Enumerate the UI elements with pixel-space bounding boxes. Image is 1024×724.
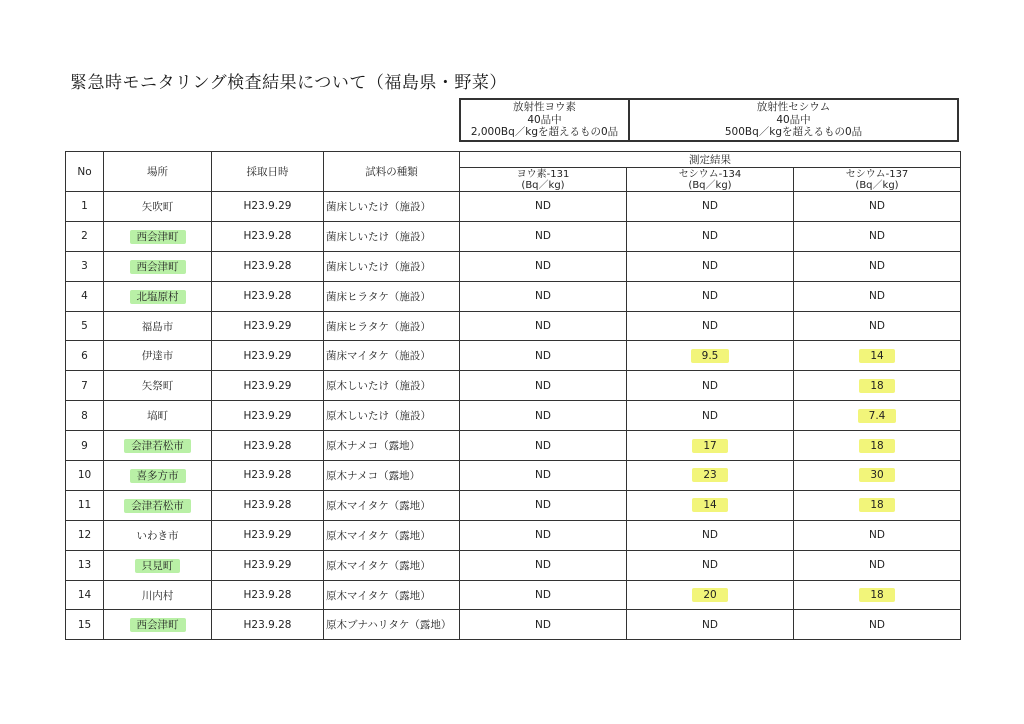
cell-cs134: [627, 281, 794, 311]
cell-item: [324, 281, 460, 311]
cell-item: [324, 251, 460, 281]
cell-item: [324, 431, 460, 461]
cell-cs137-text: 18: [859, 498, 894, 512]
cell-cs137: [794, 311, 961, 341]
cell-item: [324, 371, 460, 401]
cell-i131: [460, 490, 627, 520]
cell-place-text: 喜多方市: [130, 469, 186, 483]
cell-cs137: [794, 610, 961, 640]
cell-place-text: 北塩原村: [130, 290, 186, 304]
cell-i131: [460, 311, 627, 341]
cell-no-text: 3: [81, 260, 88, 273]
cell-no-text: 4: [81, 290, 88, 303]
cell-item-text: 菌床マイタケ（施設）: [326, 350, 431, 363]
cell-cs137-text: 14: [859, 349, 894, 363]
cell-i131: [460, 341, 627, 371]
cell-i131-text: ND: [535, 230, 551, 243]
cell-item-text: 菌床ヒラタケ（施設）: [326, 320, 431, 333]
table-row: [66, 490, 961, 520]
cell-cs137-text: ND: [869, 260, 885, 273]
cell-item: [324, 401, 460, 431]
cell-cs137: [794, 520, 961, 550]
cell-place-text: いわき市: [136, 529, 179, 542]
cell-cs134-text: 20: [692, 588, 727, 602]
cell-no-text: 12: [77, 529, 92, 542]
cell-date: [212, 341, 324, 371]
cell-cs134: [627, 311, 794, 341]
cell-place: [104, 550, 212, 580]
header-cs137-label: セシウム-137: [845, 168, 909, 180]
cell-cs134: [627, 550, 794, 580]
cell-no: [66, 490, 104, 520]
cell-place: [104, 192, 212, 222]
table-row: [66, 401, 961, 431]
cell-no-text: 2: [81, 230, 88, 243]
cell-no-text: 1: [81, 200, 88, 213]
cell-no: [66, 371, 104, 401]
cell-i131: [460, 431, 627, 461]
cell-no-text: 10: [77, 469, 92, 482]
cell-date: [212, 431, 324, 461]
cell-date-text: H23.9.28: [243, 469, 292, 482]
table-row: [66, 610, 961, 640]
header-cs134: [627, 168, 794, 192]
cell-cs134-text: ND: [702, 320, 718, 332]
cell-place-text: 福島市: [141, 320, 174, 333]
cell-place: [104, 371, 212, 401]
cell-no-text: 14: [77, 589, 92, 602]
page-title: 緊急時モニタリング検査結果について（福島県・野菜）: [70, 73, 507, 93]
table-row: [66, 281, 961, 311]
cell-cs134-text: 23: [692, 468, 727, 482]
cell-date-text: H23.9.28: [243, 290, 292, 303]
cell-date-text: H23.9.29: [243, 349, 292, 362]
cell-cs137-text: ND: [869, 200, 885, 213]
cell-item-text: 原木マイタケ（露地）: [326, 529, 431, 542]
cell-no: [66, 192, 104, 222]
cell-no-text: 5: [81, 320, 88, 332]
cell-i131-text: ND: [535, 409, 551, 422]
iodine-summary-label: 放射性ヨウ素: [513, 101, 576, 114]
cell-place: [104, 520, 212, 550]
header-cs137: [794, 168, 961, 192]
header-i131: [460, 168, 627, 192]
cell-cs137: [794, 431, 961, 461]
cell-i131-text: ND: [535, 589, 551, 602]
cell-no: [66, 461, 104, 491]
cell-place: [104, 490, 212, 520]
cell-place: [104, 431, 212, 461]
cell-date: [212, 311, 324, 341]
cell-place-text: 伊達市: [141, 350, 174, 363]
cell-cs134: [627, 251, 794, 281]
cell-i131-text: ND: [535, 469, 551, 482]
cell-item: [324, 610, 460, 640]
table-row: [66, 580, 961, 610]
cell-item-text: 菌床しいたけ（施設）: [326, 230, 431, 243]
cell-i131-text: ND: [535, 499, 551, 512]
header-item: 試料の種類: [324, 152, 460, 192]
cell-place: [104, 221, 212, 251]
cell-cs137-text: ND: [869, 320, 885, 332]
cell-date-text: H23.9.29: [243, 200, 292, 213]
summary-box: [459, 98, 959, 142]
iodine-summary-count: 40品中: [527, 113, 562, 126]
cell-cs134: [627, 610, 794, 640]
cell-item-text: 原木マイタケ（露地）: [326, 499, 431, 512]
cell-date: [212, 401, 324, 431]
cell-item: [324, 341, 460, 371]
cell-cs134: [627, 490, 794, 520]
cell-cs137-text: 18: [859, 439, 894, 453]
table-row: [66, 550, 961, 580]
cell-cs137: [794, 371, 961, 401]
cell-cs134-text: ND: [702, 260, 718, 273]
cell-place: [104, 461, 212, 491]
cell-date: [212, 461, 324, 491]
cell-i131-text: ND: [535, 290, 551, 303]
cell-item-text: 原木しいたけ（施設）: [326, 380, 431, 393]
cell-cs134: [627, 371, 794, 401]
cell-place-text: 西会津町: [130, 230, 186, 244]
cell-cs134: [627, 580, 794, 610]
cell-cs134-text: ND: [702, 379, 718, 392]
cell-i131: [460, 461, 627, 491]
header-place: 場所: [104, 152, 212, 192]
cell-place-text: 只見町: [135, 559, 181, 573]
cell-i131: [460, 610, 627, 640]
cell-no: [66, 311, 104, 341]
cell-i131-text: ND: [535, 379, 551, 392]
cell-i131: [460, 550, 627, 580]
cell-date-text: H23.9.28: [243, 589, 292, 602]
cell-cs137-text: 30: [859, 468, 894, 482]
cell-cs137: [794, 401, 961, 431]
table-row: [66, 461, 961, 491]
cell-cs137: [794, 580, 961, 610]
cell-cs134: [627, 431, 794, 461]
cell-item-text: 原木ブナハリタケ（露地）: [326, 619, 452, 632]
cell-item-text: 菌床ヒラタケ（施設）: [326, 290, 431, 303]
table-row: [66, 431, 961, 461]
cell-item: [324, 490, 460, 520]
cell-i131: [460, 221, 627, 251]
cell-place-text: 塙町: [147, 410, 168, 423]
cell-no: [66, 341, 104, 371]
cell-date-text: H23.9.29: [243, 379, 292, 392]
header-i131-unit: (Bq／kg): [521, 179, 565, 191]
cell-no: [66, 550, 104, 580]
cell-item: [324, 520, 460, 550]
cell-i131-text: ND: [535, 559, 551, 572]
cell-date-text: H23.9.28: [243, 230, 292, 243]
cell-no: [66, 610, 104, 640]
results-table: [65, 151, 961, 640]
cesium-summary: [630, 100, 957, 140]
cell-i131-text: ND: [535, 529, 551, 542]
cell-i131-text: ND: [535, 349, 551, 362]
cell-cs134: [627, 341, 794, 371]
cell-place-text: 川内村: [141, 589, 174, 602]
cell-cs137: [794, 550, 961, 580]
cesium-summary-label: 放射性セシウム: [756, 101, 831, 114]
cell-item: [324, 550, 460, 580]
table-row: [66, 311, 961, 341]
cell-cs137: [794, 490, 961, 520]
cell-cs134: [627, 192, 794, 222]
cell-date: [212, 610, 324, 640]
cell-i131-text: ND: [535, 439, 551, 452]
cell-cs134-text: 9.5: [691, 349, 730, 363]
cell-cs134-text: ND: [702, 529, 718, 542]
cell-cs134-text: ND: [702, 200, 718, 213]
cell-no-text: 15: [77, 618, 92, 631]
cell-cs137: [794, 251, 961, 281]
cell-date: [212, 550, 324, 580]
cell-cs137: [794, 281, 961, 311]
cell-cs137: [794, 461, 961, 491]
cell-cs137-text: 18: [859, 588, 894, 602]
cell-place: [104, 281, 212, 311]
cesium-summary-threshold: 500Bq／kgを超えるもの0品: [724, 126, 863, 139]
header-cs134-label: セシウム-134: [678, 168, 742, 180]
cell-place: [104, 580, 212, 610]
cell-date-text: H23.9.28: [243, 499, 292, 512]
cell-place-text: 会津若松市: [124, 439, 191, 453]
cell-i131: [460, 251, 627, 281]
cell-item: [324, 311, 460, 341]
cell-cs134-text: ND: [702, 409, 718, 422]
cell-no: [66, 221, 104, 251]
table-row: [66, 221, 961, 251]
header-i131-label: ヨウ素-131: [516, 168, 570, 180]
cell-cs137: [794, 341, 961, 371]
cell-cs134-text: 14: [692, 498, 727, 512]
cell-i131: [460, 281, 627, 311]
iodine-summary-threshold: 2,000Bq／kgを超えるもの0品: [470, 126, 619, 139]
cell-item-text: 原木マイタケ（露地）: [326, 589, 431, 602]
cell-i131: [460, 371, 627, 401]
cell-place-text: 西会津町: [130, 260, 186, 274]
cell-cs134: [627, 221, 794, 251]
cell-cs137-text: ND: [869, 290, 885, 303]
cell-place-text: 矢祭町: [141, 380, 174, 393]
cell-date: [212, 520, 324, 550]
cell-item: [324, 192, 460, 222]
table-row: [66, 371, 961, 401]
cell-i131-text: ND: [535, 260, 551, 273]
cell-item-text: 原木ナメコ（露地）: [326, 440, 421, 453]
cell-i131: [460, 520, 627, 550]
cell-no-text: 11: [77, 499, 92, 512]
cell-cs134: [627, 401, 794, 431]
cell-cs137-text: ND: [869, 559, 885, 572]
cell-cs137-text: 18: [859, 379, 894, 393]
cell-place: [104, 341, 212, 371]
cell-i131-text: ND: [535, 320, 551, 332]
header-no: No: [66, 152, 104, 192]
cell-place: [104, 610, 212, 640]
cell-place: [104, 401, 212, 431]
table-row: [66, 192, 961, 222]
cell-place-text: 矢吹町: [141, 200, 174, 213]
table-row: [66, 520, 961, 550]
cell-item-text: 原木ナメコ（露地）: [326, 469, 421, 482]
results-body: [66, 192, 961, 640]
cell-item-text: 原木マイタケ（露地）: [326, 559, 431, 572]
cell-place-text: 西会津町: [130, 618, 186, 632]
cell-item: [324, 221, 460, 251]
cell-i131: [460, 580, 627, 610]
table-row: [66, 341, 961, 371]
cell-item-text: 菌床しいたけ（施設）: [326, 200, 431, 213]
cell-no: [66, 520, 104, 550]
cell-cs134-text: ND: [702, 559, 718, 572]
cell-date: [212, 580, 324, 610]
cell-no-text: 13: [77, 559, 92, 572]
cell-date: [212, 371, 324, 401]
cell-no-text: 6: [81, 349, 88, 362]
cell-date-text: H23.9.28: [243, 618, 292, 631]
cell-cs134-text: ND: [702, 230, 718, 243]
cell-i131: [460, 401, 627, 431]
header-cs134-unit: (Bq／kg): [688, 179, 732, 191]
cell-date-text: H23.9.29: [243, 409, 292, 422]
cell-cs134: [627, 520, 794, 550]
cell-no: [66, 401, 104, 431]
cell-date: [212, 221, 324, 251]
cell-i131: [460, 192, 627, 222]
cell-place: [104, 251, 212, 281]
cell-date: [212, 251, 324, 281]
cell-cs137-text: ND: [869, 529, 885, 542]
cell-place: [104, 311, 212, 341]
cell-cs137-text: ND: [869, 230, 885, 243]
cell-item-text: 菌床しいたけ（施設）: [326, 260, 431, 273]
cell-cs134-text: ND: [702, 290, 718, 303]
cell-date-text: H23.9.29: [243, 320, 292, 332]
cell-date: [212, 490, 324, 520]
cell-cs137: [794, 192, 961, 222]
cell-cs137-text: ND: [869, 618, 885, 631]
cell-date-text: H23.9.28: [243, 260, 292, 273]
cell-no-text: 8: [81, 409, 88, 422]
cell-no: [66, 431, 104, 461]
cell-cs137: [794, 221, 961, 251]
table-row: [66, 251, 961, 281]
cell-cs134-text: ND: [702, 618, 718, 631]
cell-date: [212, 281, 324, 311]
header-results: 測定結果: [460, 152, 961, 168]
cell-i131-text: ND: [535, 618, 551, 631]
header-date: 採取日時: [212, 152, 324, 192]
cell-item: [324, 461, 460, 491]
cesium-summary-count: 40品中: [776, 113, 811, 126]
cell-no: [66, 281, 104, 311]
cell-date: [212, 192, 324, 222]
cell-date-text: H23.9.29: [243, 529, 292, 542]
iodine-summary: [461, 100, 630, 140]
header-cs137-unit: (Bq／kg): [855, 179, 899, 191]
cell-date-text: H23.9.29: [243, 559, 292, 572]
cell-no: [66, 251, 104, 281]
cell-i131-text: ND: [535, 200, 551, 213]
cell-date-text: H23.9.28: [243, 439, 292, 452]
cell-no-text: 7: [81, 379, 88, 392]
cell-no-text: 9: [81, 439, 88, 452]
cell-item-text: 原木しいたけ（施設）: [326, 410, 431, 423]
cell-cs137-text: 7.4: [858, 409, 897, 423]
cell-cs134: [627, 461, 794, 491]
cell-no: [66, 580, 104, 610]
cell-cs134-text: 17: [692, 439, 727, 453]
cell-item: [324, 580, 460, 610]
cell-place-text: 会津若松市: [124, 499, 191, 513]
